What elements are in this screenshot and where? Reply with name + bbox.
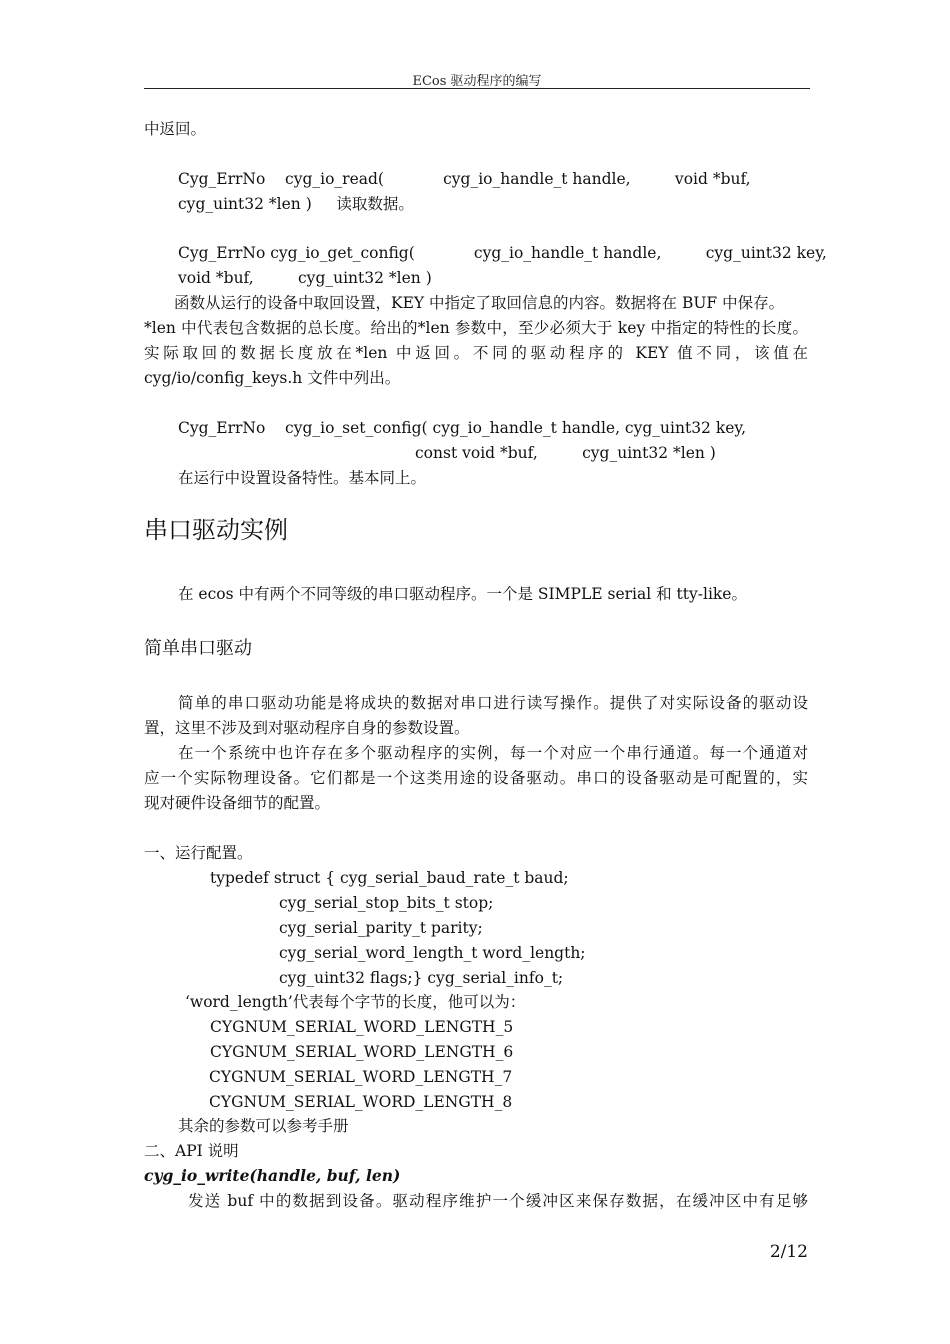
text-line: 应一个实际物理设备。它们都是一个这类用途的设备驱动。串口的设备驱动是可配置的，实 <box>144 769 808 787</box>
text-line: 发送 buf 中的数据到设备。驱动程序维护一个缓冲区来保存数据，在缓冲区中有足够 <box>188 1192 808 1210</box>
text-line: 二、API 说明 <box>144 1142 239 1160</box>
section-heading: 串口驱动实例 <box>144 516 288 544</box>
code-line: Cyg_ErrNo cyg_io_set_config( cyg_io_handle_t handle, cyg_uint32 key, <box>178 419 747 437</box>
function-signature: cyg_io_write(handle, buf, len) <box>144 1166 401 1185</box>
code-line: cyg_serial_parity_t parity; <box>279 919 483 937</box>
header-rule <box>144 88 810 89</box>
text-line: 简单的串口驱动功能是将成块的数据对串口进行读写操作。提供了对实际设备的驱动设 <box>178 694 808 712</box>
text-line: 函数从运行的设备中取回设置，KEY 中指定了取回信息的内容。数据将在 BUF 中保存。 <box>174 294 785 312</box>
code-line: CYGNUM_SERIAL_WORD_LENGTH_5 <box>210 1018 514 1036</box>
text-line: 现对硬件设备细节的配置。 <box>144 794 331 812</box>
code-line: CYGNUM_SERIAL_WORD_LENGTH_6 <box>210 1043 514 1061</box>
code-line: void *buf, cyg_uint32 *len ) <box>178 269 432 287</box>
text-line: 一、运行配置。 <box>144 844 253 862</box>
running-header: ECos 驱动程序的编写 <box>412 74 542 89</box>
text-line: *len 中代表包含数据的总长度。给出的*len 参数中，至少必须大于 key 中指定的特性的长度。 <box>144 319 808 337</box>
code-line: CYGNUM_SERIAL_WORD_LENGTH_8 <box>209 1093 513 1111</box>
code-line: Cyg_ErrNo cyg_io_read( cyg_io_handle_t handle, void *buf, <box>178 170 751 188</box>
code-line: cyg_uint32 flags;} cyg_serial_info_t; <box>279 969 564 987</box>
page-number: 2/12 <box>769 1242 808 1262</box>
code-line: cyg_serial_word_length_t word_length; <box>279 944 586 962</box>
text-line: 置，这里不涉及到对驱动程序自身的参数设置。 <box>144 719 470 737</box>
text-line: 中返回。 <box>144 120 207 138</box>
text-line: ‘word_length’代表每个字节的长度，他可以为： <box>185 993 526 1011</box>
text-line: 在 ecos 中有两个不同等级的串口驱动程序。一个是 SIMPLE serial 和 tty-like。 <box>178 585 747 603</box>
code-line: cyg_serial_stop_bits_t stop; <box>279 894 494 912</box>
subsection-heading: 简单串口驱动 <box>144 638 252 659</box>
code-line: typedef struct { cyg_serial_baud_rate_t baud; <box>210 869 569 887</box>
text-line: cyg/io/config_keys.h 文件中列出。 <box>144 369 401 387</box>
code-line: cyg_uint32 *len ) 读取数据。 <box>178 195 414 213</box>
code-line: CYGNUM_SERIAL_WORD_LENGTH_7 <box>209 1068 513 1086</box>
text-line: 在一个系统中也许存在多个驱动程序的实例，每一个对应一个串行通道。每一个通道对 <box>178 744 808 762</box>
text-line: 实际取回的数据长度放在*len 中返回。不同的驱动程序的 KEY 值不同，该值在 <box>144 344 808 362</box>
text-line: 在运行中设置设备特性。基本同上。 <box>178 469 427 487</box>
code-line: const void *buf, cyg_uint32 *len ) <box>415 444 716 462</box>
text-line: 其余的参数可以参考手册 <box>178 1117 349 1135</box>
code-line: Cyg_ErrNo cyg_io_get_config( cyg_io_handle_t handle, cyg_uint32 key, <box>178 244 827 262</box>
